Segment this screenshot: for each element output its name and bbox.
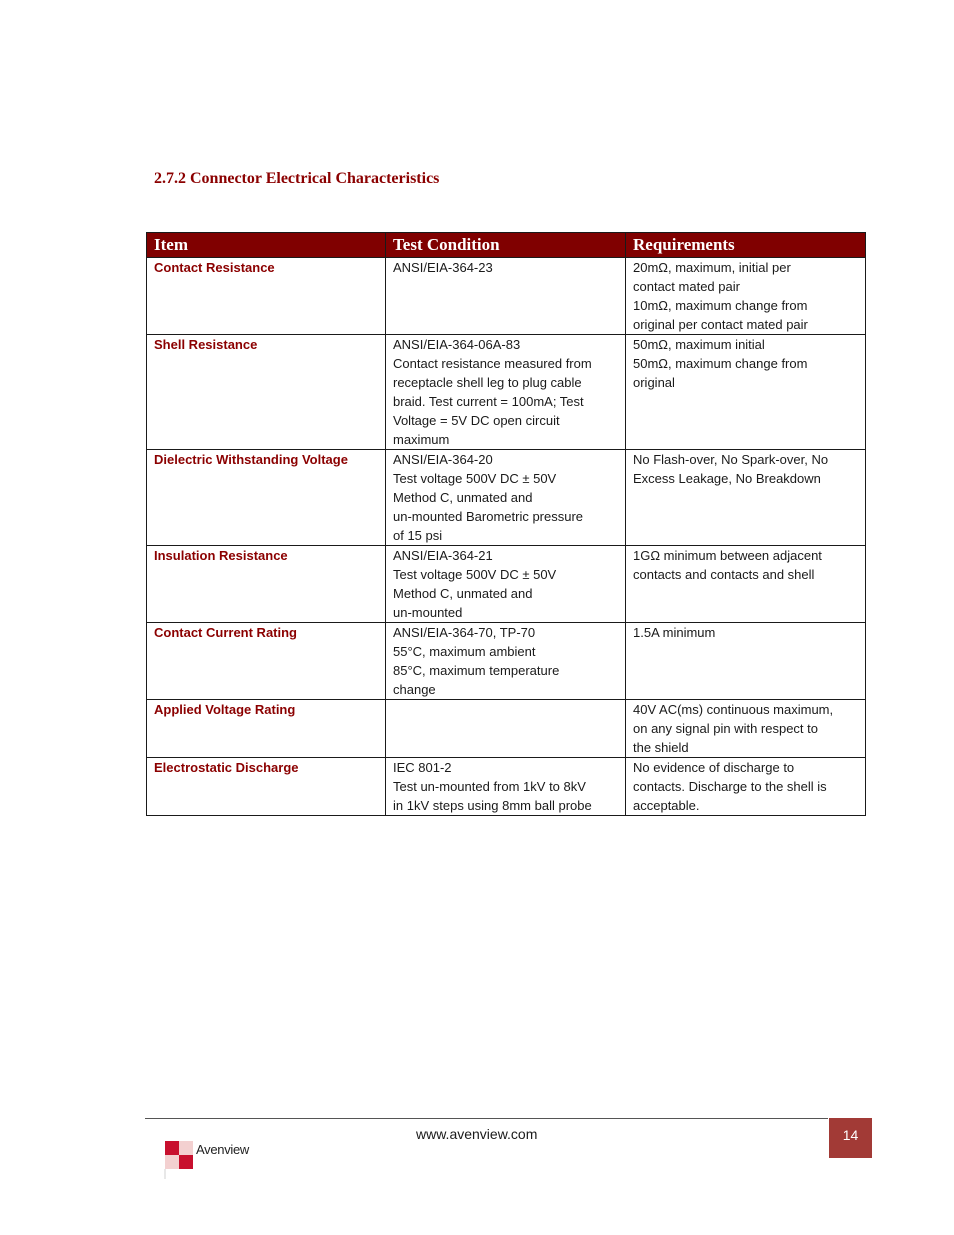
condition-line: 85°C, maximum temperature [393,663,560,678]
page-number: 14 [829,1118,872,1158]
row-item: Applied Voltage Rating [147,700,386,758]
row-requirements [626,758,866,816]
table-row [147,758,866,816]
logo-text: Avenview [196,1142,250,1157]
row-requirements [626,623,866,700]
condition-line: braid. Test current = 100mA; Test [393,394,584,409]
row-condition [386,623,626,700]
table-row [147,335,866,450]
requirements-line: contacts. Discharge to the shell is [633,779,827,794]
section-title: 2.7.2 Connector Electrical Characteristics [154,170,440,187]
requirements-line: contact mated pair [633,279,740,294]
row-item: Electrostatic Discharge [147,758,386,816]
row-item: Contact Current Rating [147,623,386,700]
requirements-line: No Flash-over, No Spark-over, No [633,452,829,467]
requirements-line: 40V AC(ms) continuous maximum, [633,702,834,717]
table-row [147,450,866,546]
header-test-condition: Test Condition [386,233,626,258]
condition-line: IEC 801-2 [393,760,452,775]
condition-line: Test voltage 500V DC ± 50V [393,471,557,486]
condition-line: Test un-mounted from 1kV to 8kV [393,779,586,794]
header-item: Item [147,233,386,258]
row-item: Insulation Resistance [147,546,386,623]
requirements-line: acceptable. [633,798,700,813]
requirements-line: 1GΩ minimum between adjacent [633,548,822,563]
row-condition [386,546,626,623]
condition-line: receptacle shell leg to plug cable [393,375,582,390]
requirements-line: 50mΩ, maximum change from [633,356,808,371]
row-item: Contact Resistance [147,258,386,335]
table-row [147,258,866,335]
table-row [147,623,866,700]
condition-line: of 15 psi [393,528,443,543]
condition-line: Method C, unmated and [393,586,533,601]
requirements-line: on any signal pin with respect to [633,721,818,736]
header-requirements: Requirements [626,233,866,258]
condition-line: ANSI/EIA-364-06A-83 [393,337,521,352]
condition-line: ANSI/EIA-364-70, TP-70 [393,625,536,640]
row-requirements [626,450,866,546]
row-condition [386,258,626,335]
condition-line: Test voltage 500V DC ± 50V [393,567,557,582]
table-body [147,258,866,816]
table-row [147,700,866,758]
condition-line: 55°C, maximum ambient [393,644,536,659]
requirements-line: 10mΩ, maximum change from [633,298,808,313]
requirements-line: 1.5A minimum [633,625,716,640]
footer-divider [145,1118,828,1119]
requirements-line: 50mΩ, maximum initial [633,337,765,352]
row-requirements [626,546,866,623]
condition-line: in 1kV steps using 8mm ball probe [393,798,592,813]
condition-line: Voltage = 5V DC open circuit [393,413,560,428]
condition-line: maximum [393,432,450,447]
condition-line: Method C, unmated and [393,490,533,505]
requirements-line: original per contact mated pair [633,317,808,332]
row-requirements [626,258,866,335]
row-condition [386,758,626,816]
footer-url: www.avenview.com [416,1126,538,1142]
condition-line: change [393,682,436,697]
requirements-line: No evidence of discharge to [633,760,795,775]
row-condition [386,335,626,450]
requirements-line: Excess Leakage, No Breakdown [633,471,821,486]
condition-line: ANSI/EIA-364-20 [393,452,493,467]
condition-line: Contact resistance measured from [393,356,592,371]
table-header-row [147,233,866,258]
requirements-line: contacts and contacts and shell [633,567,815,582]
table-row [147,546,866,623]
row-requirements [626,335,866,450]
requirements-line: 20mΩ, maximum, initial per [633,260,791,275]
row-condition [386,450,626,546]
condition-line: ANSI/EIA-364-23 [393,260,493,275]
condition-line: un-mounted Barometric pressure [393,509,584,524]
row-item: Shell Resistance [147,335,386,450]
electrical-characteristics-table [146,232,866,816]
condition-line: ANSI/EIA-364-21 [393,548,493,563]
requirements-line: the shield [633,740,689,755]
condition-line: un-mounted [393,605,463,620]
requirements-line: original [633,375,675,390]
row-item: Dielectric Withstanding Voltage [147,450,386,546]
row-condition [386,700,626,758]
row-requirements [626,700,866,758]
